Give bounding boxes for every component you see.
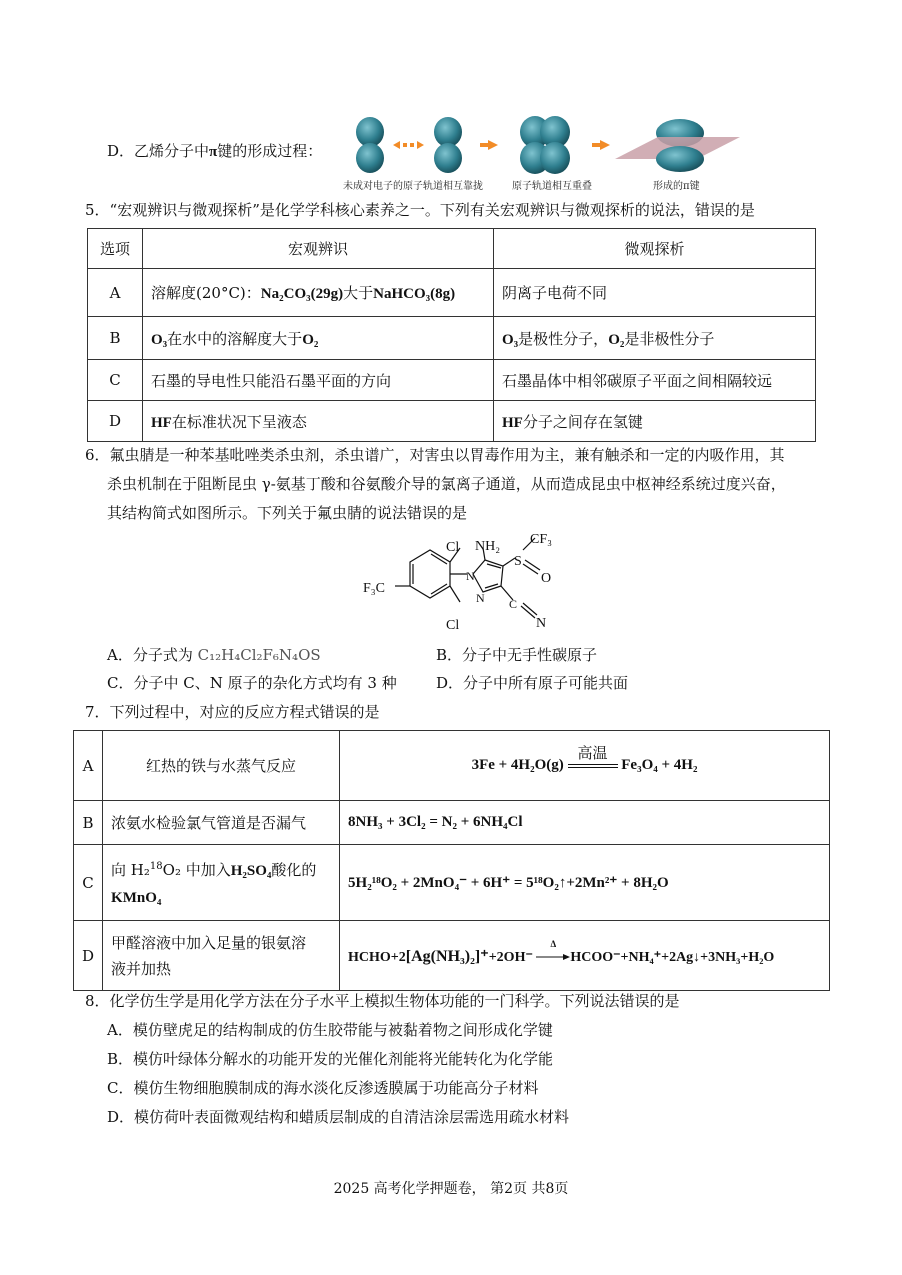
- q5-table: [87, 228, 816, 442]
- option-a-formula: C₁₂H₄Cl₂F₆N₄OS: [197, 646, 321, 664]
- eq-rhs: HCOO⁻+NH₄⁺+2Ag↓+3NH₃+H₂O: [570, 949, 775, 965]
- q8-option-b: B．模仿叶绿体分解水的功能开发的光催化剂能将光能转化为化学能: [107, 1050, 554, 1068]
- row-option: C: [74, 845, 103, 921]
- caption-pi-bond: 形成的π键: [653, 181, 700, 192]
- option-a-text: A．分子式为: [107, 646, 193, 664]
- label-n1: N: [466, 569, 475, 583]
- q5-stem: 5．“宏观辨识与微观探析”是化学学科核心素养之一。下列有关宏观辨识与微观探析的说法，错误的是: [85, 201, 755, 219]
- row-equation: 5H₂¹⁸O₂ + 2MnO₄⁻ + 6H⁺ = 5¹⁸O₂↑+2Mn²⁺ + 8H₂O: [340, 845, 830, 921]
- macro-text: 大于: [343, 284, 374, 302]
- formula: HF: [151, 414, 172, 431]
- q7-table: [73, 730, 830, 991]
- pi-bond-formation-diagram: [340, 115, 750, 175]
- row-micro: [494, 401, 816, 442]
- row-micro: 石墨晶体中相邻碳原子平面之间相隔较远: [494, 360, 816, 401]
- label-s: S: [514, 554, 522, 569]
- eq-part: HCHO+2: [348, 949, 406, 965]
- label-o: O: [541, 571, 552, 586]
- q6-line1: 6．氟虫腈是一种苯基吡唑类杀虫剂，杀虫谱广，对害虫以胃毒作用为主，兼有触杀和一定的内吸作用，其: [85, 446, 785, 464]
- label-cl-top: Cl: [446, 540, 460, 555]
- formula: NaHCO₃(8g): [373, 286, 456, 302]
- header-option: 选项: [88, 229, 143, 269]
- macro-text: 在水中的溶解度大于: [167, 329, 303, 348]
- row-micro: [494, 317, 816, 360]
- label-cf3: CF₃: [530, 532, 553, 547]
- formula: KMnO₄: [111, 890, 162, 906]
- macro-text: 溶解度(20°C)：: [151, 284, 261, 302]
- row-option: C: [88, 360, 143, 401]
- row-option: A: [74, 731, 103, 801]
- formula: HF: [502, 414, 523, 431]
- formula: O₂: [302, 331, 319, 348]
- pi-bond-with-plane: [615, 119, 740, 172]
- header-macro: 宏观辨识: [143, 229, 494, 269]
- condition-text: 高温: [577, 746, 608, 762]
- eq-part: +2OH⁻: [488, 949, 533, 965]
- q6-line2: 杀虫机制在于阻断昆虫 γ-氨基丁酸和谷氨酸介导的氯离子通道，从而造成昆虫中枢神经系统过度兴奋，: [107, 475, 786, 493]
- p-orbital-left: [356, 117, 384, 173]
- table-row: [74, 845, 830, 921]
- row-option: A: [88, 269, 143, 317]
- row-option: B: [74, 801, 103, 845]
- formula: O₃: [151, 331, 168, 348]
- row-equation: [340, 921, 830, 991]
- arrow-right-icon: [480, 140, 498, 150]
- fipronil-structure: [355, 530, 585, 640]
- q5-header-row: [88, 229, 816, 269]
- table-row: [88, 401, 816, 442]
- row-macro: 石墨的导电性只能沿石墨平面的方向: [143, 360, 494, 401]
- row-option: B: [88, 317, 143, 360]
- caption-overlap: 原子轨道相互重叠: [512, 181, 592, 192]
- arrow-right-icon-2: [592, 140, 610, 150]
- q6-option-c: C．分子中 C、N 原子的杂化方式均有 3 种: [107, 674, 397, 692]
- formula: Na₂CO₃(29g): [260, 286, 344, 302]
- formula: O₃: [502, 331, 519, 348]
- process-text: 甲醛溶液中加入足量的银氨溶: [111, 933, 307, 952]
- q6-option-d: D．分子中所有原子可能共面: [436, 674, 629, 692]
- q6-line3: 其结构简式如图所示。下列关于氟虫腈的说法错误的是: [107, 504, 468, 522]
- label-nh2: NH₂: [475, 539, 501, 554]
- process-text: 酸化的: [271, 861, 317, 879]
- row-process: [103, 845, 340, 921]
- row-equation: 8NH₃ + 3Cl₂ = N₂ + 6NH₄Cl: [340, 801, 830, 845]
- row-option: D: [74, 921, 103, 991]
- eq-rhs: Fe₃O₄ + 4H₂: [621, 757, 698, 773]
- process-text: 液并加热: [111, 959, 172, 978]
- q4-option-d-text2: 键的形成过程：: [217, 142, 323, 160]
- p-orbital-right: [434, 117, 462, 173]
- row-equation: [340, 731, 830, 801]
- formula: O₂: [608, 331, 625, 348]
- pi-symbol: π: [209, 144, 218, 160]
- table-row: [74, 801, 830, 845]
- q8-stem: 8．化学仿生学是用化学方法在分子水平上模拟生物体功能的一门科学。下列说法错误的是: [85, 992, 680, 1010]
- q6-option-b: B．分子中无手性碳原子: [436, 646, 598, 664]
- table-row: [74, 921, 830, 991]
- micro-text: 是非极性分子: [624, 329, 715, 348]
- row-process: 红热的铁与水蒸气反应: [103, 731, 340, 801]
- overlapping-orbitals: [520, 116, 570, 174]
- arrow-approach-icon: [393, 141, 424, 149]
- row-macro: [143, 317, 494, 360]
- eq-arrow-condition: [568, 746, 618, 774]
- q6-option-a: [107, 644, 321, 666]
- micro-text: 是极性分子，: [518, 329, 609, 348]
- q7-stem: 7．下列过程中，对应的反应方程式错误的是: [85, 703, 380, 721]
- q8-option-d: D．模仿荷叶表面微观结构和蜡质层制成的自清洁涂层需选用疏水材料: [107, 1108, 570, 1126]
- row-macro: [143, 269, 494, 317]
- isotope: 18: [149, 861, 163, 872]
- label-cl-bottom: Cl: [446, 618, 460, 633]
- header-micro: 微观探析: [494, 229, 816, 269]
- q4-option-d-text: D．乙烯分子中: [107, 142, 210, 160]
- row-process: [103, 921, 340, 991]
- eq-complex: [Ag(NH₃)₂]⁺: [405, 947, 489, 965]
- table-row: [88, 317, 816, 360]
- label-n2: N: [476, 591, 485, 605]
- eq-arrow-heat: [536, 939, 570, 961]
- condition-text: Δ: [550, 939, 557, 950]
- q8-option-a: A．模仿壁虎足的结构制成的仿生胶带能与被黏着物之间形成化学键: [107, 1021, 553, 1039]
- process-text: O₂ 中加入: [162, 861, 231, 879]
- eq-lhs: 3Fe + 4H₂O(g): [471, 757, 564, 773]
- label-c: C: [509, 597, 518, 611]
- macro-text: 在标准状况下呈液态: [171, 412, 307, 431]
- row-micro: 阴离子电荷不同: [494, 269, 816, 317]
- caption-approach: 未成对电子的原子轨道相互靠拢: [343, 181, 483, 192]
- page-footer: 2025 高考化学押题卷， 第2页 共8页: [333, 1181, 569, 1197]
- formula: H₂SO₄: [230, 863, 272, 879]
- label-f3c: F₃C: [363, 581, 386, 596]
- row-option: D: [88, 401, 143, 442]
- q8-option-c: C．模仿生物细胞膜制成的海水淡化反渗透膜属于功能高分子材料: [107, 1079, 539, 1097]
- q4-option-d: [107, 140, 322, 163]
- table-row: [88, 360, 816, 401]
- label-n-nitrile: N: [536, 616, 547, 631]
- row-macro: [143, 401, 494, 442]
- process-text: 向 H₂: [111, 861, 150, 879]
- table-row: [74, 731, 830, 801]
- micro-text: 分子之间存在氢键: [522, 412, 643, 431]
- table-row: [88, 269, 816, 317]
- row-process: 浓氨水检验氯气管道是否漏气: [103, 801, 340, 845]
